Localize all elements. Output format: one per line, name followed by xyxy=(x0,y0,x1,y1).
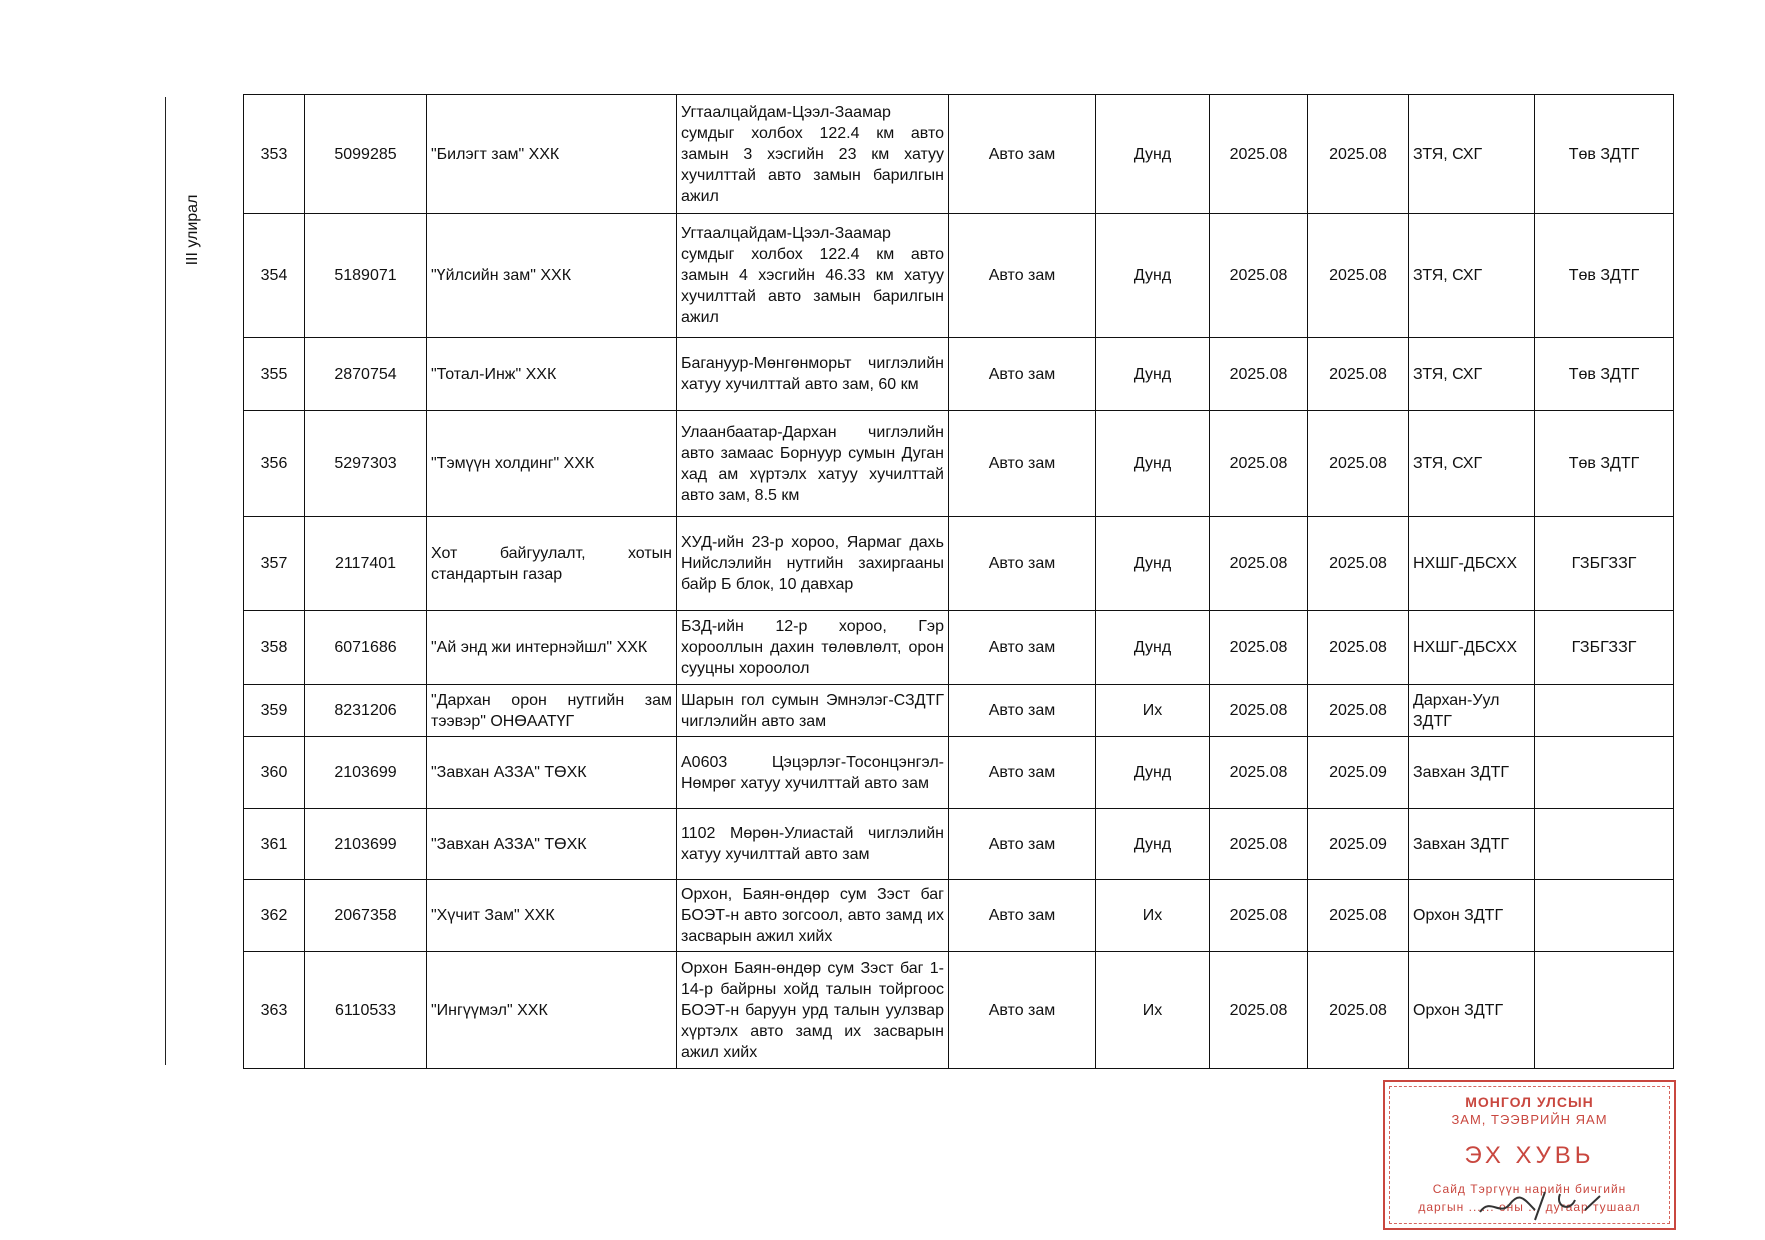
cell-agency: ГЗБГЗЗГ xyxy=(1535,611,1674,685)
cell-type: Авто зам xyxy=(949,685,1096,737)
cell-reg: 2870754 xyxy=(305,338,427,411)
cell-reg: 6071686 xyxy=(305,611,427,685)
cell-risk: Дунд xyxy=(1096,411,1210,517)
cell-reg: 5189071 xyxy=(305,214,427,338)
cell-no: 362 xyxy=(244,880,305,952)
cell-end: 2025.09 xyxy=(1308,809,1409,880)
cell-org: "Билэгт зам" ХХК xyxy=(427,95,677,214)
cell-org: "Дархан орон нутгийн зам тээвэр" ОНӨААТҮГ xyxy=(427,685,677,737)
cell-desc: Орхон Баян-өндөр сум Зэст баг 1-14-р байрны хойд талын тойргоос БОЭТ-н баруун урд талын уулзвар хүртэлх авто замд их засварын ажил хийх xyxy=(677,952,949,1069)
cell-end: 2025.08 xyxy=(1308,95,1409,214)
cell-risk: Их xyxy=(1096,952,1210,1069)
cell-org: "Тотал-Инж" ХХК xyxy=(427,338,677,411)
cell-org: "Тэмүүн холдинг" ХХК xyxy=(427,411,677,517)
cell-risk: Их xyxy=(1096,880,1210,952)
cell-inspector: Завхан ЗДТГ xyxy=(1409,737,1535,809)
cell-agency xyxy=(1535,880,1674,952)
cell-no: 360 xyxy=(244,737,305,809)
cell-desc: 1102 Мөрөн-Улиастай чиглэлийн хатуу хучилттай авто зам xyxy=(677,809,949,880)
cell-start: 2025.08 xyxy=(1210,214,1308,338)
cell-end: 2025.08 xyxy=(1308,214,1409,338)
table-body xyxy=(244,95,1674,1069)
cell-inspector: НХШГ-ДБСХХ xyxy=(1409,517,1535,611)
cell-no: 361 xyxy=(244,809,305,880)
cell-end: 2025.08 xyxy=(1308,952,1409,1069)
cell-desc: Угтаалцайдам-Цээл-Заамар сумдыг холбох 122.4 км авто замын 3 хэсгийн 23 км хатуу хучилттай авто замын барилгын ажил xyxy=(677,95,949,214)
cell-agency: Төв ЗДТГ xyxy=(1535,214,1674,338)
cell-start: 2025.08 xyxy=(1210,338,1308,411)
stamp-line-3: ЭХ ХУВЬ xyxy=(1464,1142,1595,1169)
cell-no: 363 xyxy=(244,952,305,1069)
cell-inspector: ЗТЯ, СХГ xyxy=(1409,338,1535,411)
cell-desc: Орхон, Баян-өндөр сум Зэст баг БОЭТ-н авто зогсоол, авто замд их засварын ажил хийх xyxy=(677,880,949,952)
table-row xyxy=(244,737,1674,809)
cell-no: 355 xyxy=(244,338,305,411)
cell-end: 2025.09 xyxy=(1308,737,1409,809)
cell-end: 2025.08 xyxy=(1308,611,1409,685)
cell-org: Хот байгуулалт, хотын стандартын газар xyxy=(427,517,677,611)
cell-reg: 8231206 xyxy=(305,685,427,737)
cell-type: Авто зам xyxy=(949,952,1096,1069)
cell-no: 359 xyxy=(244,685,305,737)
cell-desc: БЗД-ийн 12-р хороо, Гэр хорооллын дахин төлөвлөлт, орон сууцны хороолол xyxy=(677,611,949,685)
cell-desc: Улаанбаатар-Дархан чиглэлийн авто замаас Борнуур сумын Дуган хад ам хүртэлх хатуу хучилттай авто зам, 8.5 км xyxy=(677,411,949,517)
table-row xyxy=(244,517,1674,611)
cell-type: Авто зам xyxy=(949,95,1096,214)
cell-start: 2025.08 xyxy=(1210,809,1308,880)
cell-end: 2025.08 xyxy=(1308,880,1409,952)
cell-agency xyxy=(1535,737,1674,809)
cell-org: "Завхан АЗЗА" ТӨХК xyxy=(427,809,677,880)
table-row xyxy=(244,338,1674,411)
stamp-line-4: Сайд Тэргүүн нарийн бичгийн xyxy=(1432,1182,1627,1196)
cell-org: "Ай энд жи интернэйшл" ХХК xyxy=(427,611,677,685)
cell-inspector: Дархан-Уул ЗДТГ xyxy=(1409,685,1535,737)
cell-type: Авто зам xyxy=(949,411,1096,517)
cell-risk: Дунд xyxy=(1096,517,1210,611)
cell-agency xyxy=(1535,809,1674,880)
cell-start: 2025.08 xyxy=(1210,880,1308,952)
cell-agency xyxy=(1535,952,1674,1069)
cell-org: "Завхан АЗЗА" ТӨХК xyxy=(427,737,677,809)
cell-desc: ХУД-ийн 23-р хороо, Яармаг дахь Нийслэлийн нутгийн захиргааны байр Б блок, 10 давхар xyxy=(677,517,949,611)
cell-inspector: НХШГ-ДБСХХ xyxy=(1409,611,1535,685)
cell-type: Авто зам xyxy=(949,338,1096,411)
cell-no: 357 xyxy=(244,517,305,611)
cell-inspector: Завхан ЗДТГ xyxy=(1409,809,1535,880)
cell-desc: Шарын гол сумын Эмнэлэг-СЗДТГ чиглэлийн авто зам xyxy=(677,685,949,737)
stamp-line-2: ЗАМ, ТЭЭВРИЙН ЯАМ xyxy=(1451,1112,1608,1127)
table-row xyxy=(244,685,1674,737)
cell-type: Авто зам xyxy=(949,737,1096,809)
cell-type: Авто зам xyxy=(949,880,1096,952)
cell-reg: 2103699 xyxy=(305,737,427,809)
cell-no: 356 xyxy=(244,411,305,517)
cell-start: 2025.08 xyxy=(1210,411,1308,517)
table-row xyxy=(244,95,1674,214)
cell-desc: Угтаалцайдам-Цээл-Заамар сумдыг холбох 122.4 км авто замын 4 хэсгийн 46.33 км хатуу хучилттай авто замын барилгын ажил xyxy=(677,214,949,338)
cell-type: Авто зам xyxy=(949,809,1096,880)
cell-inspector: Орхон ЗДТГ xyxy=(1409,880,1535,952)
table-row xyxy=(244,411,1674,517)
cell-start: 2025.08 xyxy=(1210,517,1308,611)
cell-reg: 6110533 xyxy=(305,952,427,1069)
cell-reg: 5099285 xyxy=(305,95,427,214)
cell-risk: Дунд xyxy=(1096,611,1210,685)
cell-end: 2025.08 xyxy=(1308,338,1409,411)
cell-agency: Төв ЗДТГ xyxy=(1535,411,1674,517)
cell-end: 2025.08 xyxy=(1308,411,1409,517)
cell-risk: Дунд xyxy=(1096,214,1210,338)
signature-icon xyxy=(1385,1182,1678,1222)
stamp-line-5: даргын ...... оны ... дугаар тушаал xyxy=(1418,1200,1641,1214)
cell-desc: А0603 Цэцэрлэг-Тосонцэнгэл-Нөмрөг хатуу хучилттай авто зам xyxy=(677,737,949,809)
inspection-schedule-table xyxy=(243,94,1674,1069)
cell-no: 354 xyxy=(244,214,305,338)
table-row xyxy=(244,880,1674,952)
cell-agency: Төв ЗДТГ xyxy=(1535,95,1674,214)
cell-risk: Дунд xyxy=(1096,95,1210,214)
cell-start: 2025.08 xyxy=(1210,611,1308,685)
cell-start: 2025.08 xyxy=(1210,737,1308,809)
cell-risk: Дунд xyxy=(1096,809,1210,880)
cell-start: 2025.08 xyxy=(1210,685,1308,737)
table-row xyxy=(244,214,1674,338)
cell-start: 2025.08 xyxy=(1210,95,1308,214)
cell-org: "Үйлсийн зам" ХХК xyxy=(427,214,677,338)
stamp-line-1: МОНГОЛ УЛСЫН xyxy=(1465,1094,1594,1110)
official-stamp xyxy=(1383,1080,1676,1230)
table-row xyxy=(244,809,1674,880)
cell-type: Авто зам xyxy=(949,611,1096,685)
cell-risk: Их xyxy=(1096,685,1210,737)
cell-risk: Дунд xyxy=(1096,737,1210,809)
cell-reg: 2103699 xyxy=(305,809,427,880)
cell-start: 2025.08 xyxy=(1210,952,1308,1069)
cell-inspector: ЗТЯ, СХГ xyxy=(1409,411,1535,517)
cell-end: 2025.08 xyxy=(1308,517,1409,611)
cell-desc: Багануур-Мөнгөнморьт чиглэлийн хатуу хучилттай авто зам, 60 км xyxy=(677,338,949,411)
cell-no: 353 xyxy=(244,95,305,214)
table-row xyxy=(244,611,1674,685)
cell-agency xyxy=(1535,685,1674,737)
table-row xyxy=(244,952,1674,1069)
cell-reg: 5297303 xyxy=(305,411,427,517)
quarter-label: III улирал xyxy=(184,194,201,266)
cell-type: Авто зам xyxy=(949,214,1096,338)
cell-end: 2025.08 xyxy=(1308,685,1409,737)
cell-no: 358 xyxy=(244,611,305,685)
cell-risk: Дунд xyxy=(1096,338,1210,411)
cell-org: "Ингүүмэл" ХХК xyxy=(427,952,677,1069)
cell-type: Авто зам xyxy=(949,517,1096,611)
cell-reg: 2117401 xyxy=(305,517,427,611)
margin-rule xyxy=(165,97,166,1065)
cell-agency: Төв ЗДТГ xyxy=(1535,338,1674,411)
cell-agency: ГЗБГЗЗГ xyxy=(1535,517,1674,611)
cell-inspector: ЗТЯ, СХГ xyxy=(1409,214,1535,338)
cell-reg: 2067358 xyxy=(305,880,427,952)
cell-inspector: Орхон ЗДТГ xyxy=(1409,952,1535,1069)
cell-inspector: ЗТЯ, СХГ xyxy=(1409,95,1535,214)
cell-org: "Хүчит Зам" ХХК xyxy=(427,880,677,952)
